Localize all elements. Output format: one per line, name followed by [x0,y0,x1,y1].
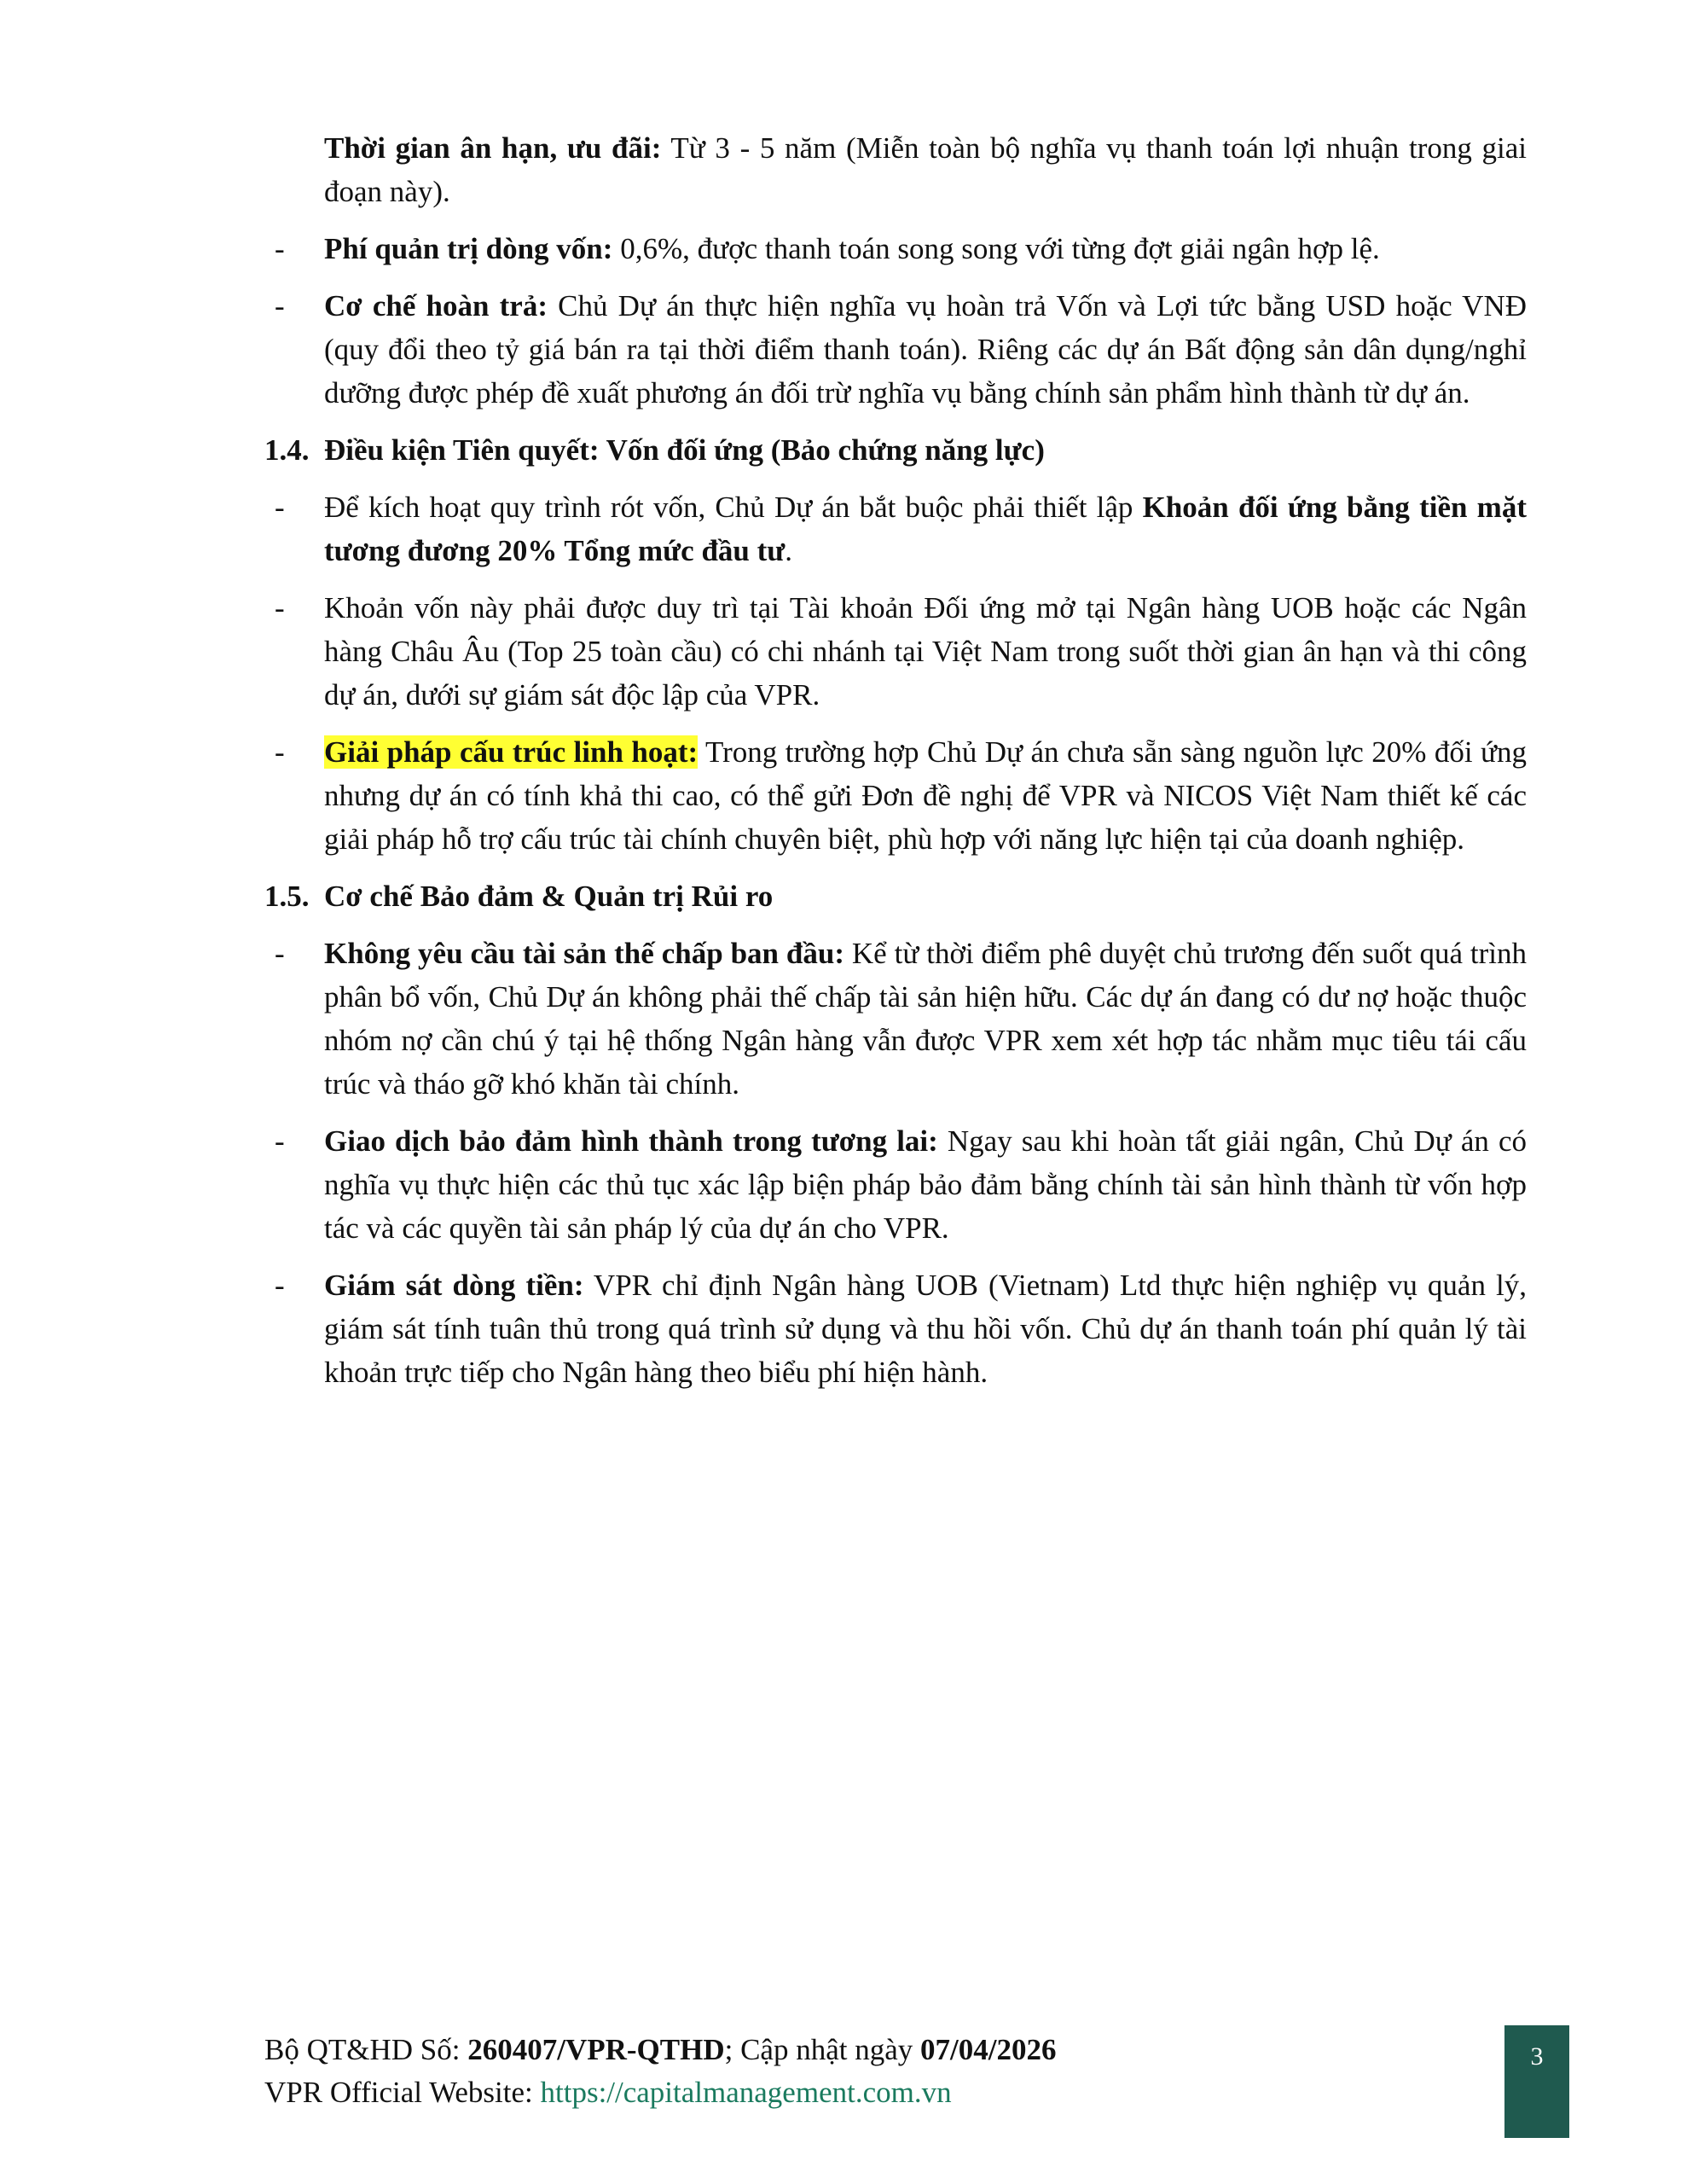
bullet-dash: - [275,232,285,265]
bullet-dash: - [275,1124,285,1158]
term-text-end: . [785,534,793,567]
bullet-cashflow-monitoring [264,1263,1527,1394]
term-text: Kể từ thời điểm phê duyệt chủ trương đến suốt quá trình phân bổ vốn, Chủ Dự án không phải thế chấp tài sản hiện hữu. Các dự án đang có dư nợ hoặc thuộc nhóm nợ cần chú ý tại hệ thống Ngân hàng vẫn được VPR xem xét hợp tác nhằm mục tiêu tái cấu trúc và tháo gỡ khó khăn tài chính. [324,937,1527,1101]
term-label: Không yêu cầu tài sản thế chấp ban đầu: [324,937,844,970]
section-title: Điều kiện Tiên quyết: Vốn đối ứng (Bảo chứng năng lực) [324,433,1045,467]
page-number-badge [1504,2025,1569,2138]
bullet-repayment [264,284,1527,415]
bullet-no-collateral [264,932,1527,1106]
section-number: 1.4. [264,433,310,467]
term-text: 0,6%, được thanh toán song song với từng đợt giải ngân hợp lệ. [612,232,1380,265]
footer-label-updated: ; Cập nhật ngày [724,2033,921,2066]
bullet-account-maintenance [264,586,1527,717]
term-label: Thời gian ân hạn, ưu đãi: [324,131,662,165]
footer-label: Bộ QT&HD Số: [264,2033,468,2066]
bullet-dash: - [275,735,285,769]
bullet-dash: - [275,289,285,322]
bullet-dash: - [275,937,285,970]
term-text: Khoản vốn này phải được duy trì tại Tài khoản Đối ứng mở tại Ngân hàng UOB hoặc các Ngân hàng Châu Âu (Top 25 toàn cầu) có chi nhánh tại Việt Nam trong suốt thời gian ân hạn và thi công dự án, dưới sự giám sát độc lập của VPR. [324,591,1527,712]
footer-document-info [264,2029,1056,2071]
section-number: 1.5. [264,880,310,913]
term-text: Ngay sau khi hoàn tất giải ngân, Chủ Dự án có nghĩa vụ thực hiện các thủ tục xác lập biện pháp bảo đảm bằng chính tài sản hình thành từ vốn hợp tác và các quyền tài sản pháp lý của dự án cho VPR. [324,1124,1527,1245]
term-label: Phí quản trị dòng vốn: [324,232,613,265]
section-title: Cơ chế Bảo đảm & Quản trị Rủi ro [324,880,774,913]
bullet-future-collateral [264,1119,1527,1250]
term-text: Để kích hoạt quy trình rót vốn, Chủ Dự án bắt buộc phải thiết lập [324,491,1143,524]
bullet-dash: - [275,1269,285,1302]
term-text: Chủ Dự án thực hiện nghĩa vụ hoàn trả Vốn và Lợi tức bằng USD hoặc VNĐ (quy đổi theo tỷ giá bán ra tại thời điểm thanh toán). Riêng các dự án Bất động sản dân dụng/nghỉ dưỡng được phép đề xuất phương án đối trừ nghĩa vụ bằng chính sản phẩm hình thành từ dự án. [324,289,1528,410]
bullet-management-fee [264,227,1527,270]
bullet-dash: - [275,591,285,624]
bullet-flexible-structure [264,730,1527,861]
page-footer [264,2029,1056,2114]
footer-website-link[interactable]: https://capitalmanagement.com.vn [540,2076,952,2109]
term-text: VPR chỉ định Ngân hàng UOB (Vietnam) Ltd thực hiện nghiệp vụ quản lý, giám sát tính tuân thủ trong quá trình sử dụng và thu hồi vốn. Chủ dự án thanh toán phí quản lý tài khoản trực tiếp cho Ngân hàng theo biểu phí hiện hành. [324,1269,1527,1389]
bullet-counterpart-fund [264,485,1527,572]
term-text: Từ 3 - 5 năm (Miễn toàn bộ nghĩa vụ thanh toán lợi nhuận trong giai đoạn này). [324,131,1527,208]
footer-document-number: 260407/VPR-QTHD [467,2033,725,2066]
highlighted-term-label: Giải pháp cấu trúc linh hoạt: [324,735,699,769]
bullet-dash: - [275,491,285,524]
section-heading-1-5 [264,874,1527,918]
document-body [264,126,1527,1408]
term-label: Giám sát dòng tiền: [324,1269,584,1302]
term-label: Giao dịch bảo đảm hình thành trong tương lai: [324,1124,938,1158]
footer-website-label: VPR Official Website: [264,2076,541,2109]
section-heading-1-4 [264,428,1527,472]
footer-update-date: 07/04/2026 [920,2033,1057,2066]
footer-website [264,2071,1056,2114]
page-number: 3 [1530,2042,1544,2071]
term-label: Cơ chế hoàn trả: [324,289,548,322]
paragraph-grace-period [264,126,1527,213]
term-text: Trong trường hợp Chủ Dự án chưa sẵn sàng nguồn lực 20% đối ứng nhưng dự án có tính khả thi cao, có thể gửi Đơn đề nghị để VPR và NICOS Việt Nam thiết kế các giải pháp hỗ trợ cấu trúc tài chính chuyên biệt, phù hợp với năng lực hiện tại của doanh nghiệp. [324,735,1527,856]
term-emphasis: Khoản đối ứng bằng tiền mặt tương đương 20% Tổng mức đầu tư [324,491,1527,567]
